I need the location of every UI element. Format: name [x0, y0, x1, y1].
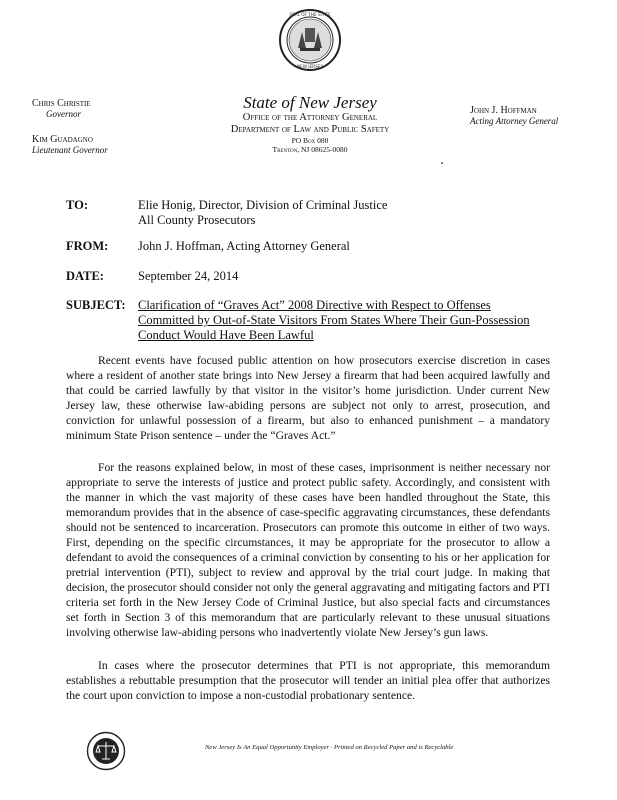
governor-title: Governor — [46, 109, 81, 119]
date-value: September 24, 2014 — [138, 269, 239, 283]
ag-name: John J. Hoffman — [470, 105, 537, 116]
po-box: PO Box 080 — [291, 136, 329, 145]
paragraph-text: In cases where the prosecutor determines that PTI is not appropriate, this memorandum establishes a rebuttable presumption that the prosecutor will tender an initial plea offer that authorizes the court upon conviction to impose a non-custodial probationary sentence. — [66, 659, 550, 702]
letterhead-left — [32, 98, 182, 156]
lt-governor-name: Kim Guadagno — [32, 134, 93, 145]
from-value: John J. Hoffman, Acting Attorney General — [138, 239, 350, 253]
department-name: Department of Law and Public Safety — [230, 124, 390, 135]
body-paragraph-2 — [66, 460, 550, 640]
to-line-2: All County Prosecutors — [138, 213, 256, 227]
city-address: Trenton, NJ 08625-0080 — [272, 145, 348, 154]
svg-text:SEAL OF THE STATE: SEAL OF THE STATE — [289, 12, 331, 17]
svg-text:NEW JERSEY: NEW JERSEY — [297, 64, 323, 69]
office-name: Office of the Attorney General — [242, 112, 378, 123]
subject-label: SUBJECT: — [66, 298, 126, 312]
subject-value: Clarification of “Graves Act” 2008 Directive with Respect to Offenses Committed by Out-of-State Visitors From States Where Their Gun-Possession Conduct Would Have Been Lawful — [138, 298, 530, 342]
state-title: State of New Jersey — [243, 93, 377, 112]
to-label: TO: — [66, 198, 88, 212]
paragraph-text: For the reasons explained below, in most of these cases, imprisonment is neither necessary nor appropriate to serve the interests of justice and protect public safety. Accordingly, and consistent with the manner in which the vast majority of these cases have been handled throughout the State, this memorandum provides that in the absence of case-specific aggravating circumstances, these defendants should not be sentenced to incarceration. Prosecutors can promote this outcome in either of two ways. First, depending on the specific circumstances, it may be appropriate for the prosecutor to allow a defendant to avoid the consequences of a criminal conviction by consenting to his or her application for pretrial intervention (PTI), subject to review and approval by the trial court judge. In making that decision, the prosecutor should consider not only the general aggravating and mitigating factors and PTI criteria set forth in the New Jersey Code of Criminal Justice, but also special facts and circumstances set forth in Section 3 of this memorandum that are particularly relevant to these unusual situations involving otherwise law-abiding persons who inadvertently violate New Jersey’s gun laws. — [66, 461, 550, 639]
state-seal-logo — [278, 8, 342, 72]
stray-dot — [441, 162, 443, 164]
footer-text: New Jersey Is An Equal Opportunity Employer · Printed on Recycled Paper and is Recyclable — [205, 744, 454, 751]
paragraph-text: Recent events have focused public attention on how prosecutors exercise discretion in cases where a resident of another state brings into New Jersey a firearm that had been acquired lawfully and that could be carried lawfully by that visitor in the visitor’s home jurisdiction. Under current New Jersey law, these otherwise law-abiding persons are subject not only to arrest, prosecution, and conviction for unlawful possession of a firearm, but also to enhanced punishment – a mandatory minimum State Prison sentence – under the “Graves Act.” — [66, 354, 550, 442]
ag-title: Acting Attorney General — [470, 116, 559, 126]
date-label: DATE: — [66, 269, 104, 283]
body-paragraph-3 — [66, 658, 550, 703]
from-label: FROM: — [66, 239, 109, 253]
body-paragraph-1 — [66, 353, 550, 443]
lt-governor-title: Lieutenant Governor — [32, 145, 108, 155]
governor-name: Chris Christie — [32, 98, 91, 109]
justice-scales-seal-logo — [86, 731, 126, 771]
to-line-1: Elie Honig, Director, Division of Criminal Justice — [138, 198, 388, 212]
letterhead-center — [190, 93, 430, 154]
letterhead-right — [470, 105, 610, 127]
